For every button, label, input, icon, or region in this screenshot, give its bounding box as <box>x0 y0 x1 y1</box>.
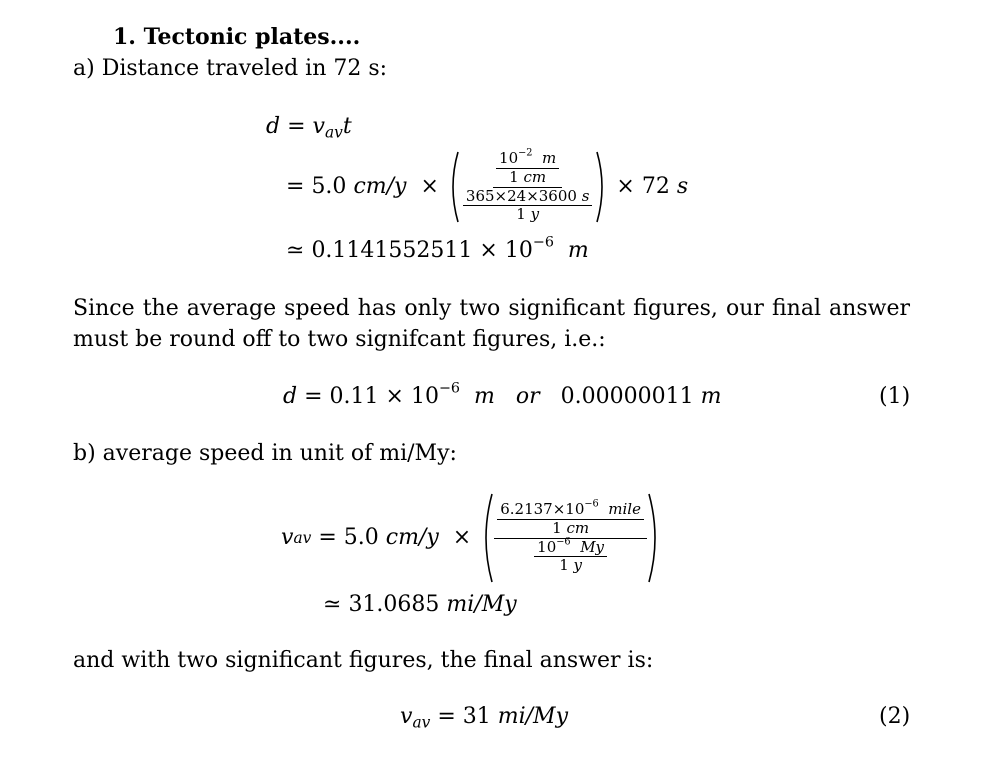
power-base: 10 <box>504 238 533 263</box>
equation-number-1: (1) <box>879 384 911 409</box>
approx-sign: ≃ <box>286 238 305 263</box>
time-value: 72 <box>641 174 670 199</box>
equation-speed-approx: ≃ 31.0685 mi/My <box>323 592 517 617</box>
equals-sign: = <box>287 114 306 139</box>
equation-conversion-a <box>286 147 689 224</box>
equation-conversion-b: v av = 5.0 cm/y × $\frac{\frac{6.2137\times 10^{-6} mile}{1 cm}}{\frac{10^{-6} My}{1 y}}$ <box>281 492 663 584</box>
right-paren <box>595 150 609 224</box>
paragraph-line-2: must be round off to two signifcant figures, i.e.: <box>73 327 606 352</box>
or-word: or <box>515 384 540 409</box>
times-sign: × <box>420 174 439 199</box>
equation-result-2: $v_{av} = 31$ mi/My <box>400 704 569 732</box>
my-per-y-fraction: $\frac{10^{-6} My}{1 y}$ <box>534 540 607 575</box>
conversion-fraction-b <box>494 498 647 575</box>
mile-per-cm-fraction: $\frac{6.2137\times 10^{-6} mile}{1 cm}$ <box>497 502 644 537</box>
distance-unit: m <box>567 238 589 263</box>
power-exponent: −6 <box>532 234 554 251</box>
right-paren <box>647 492 663 584</box>
var-v: v <box>312 114 325 139</box>
equation-d-vav-t <box>266 114 352 142</box>
m-per-cm-fraction: $\frac{10^{-2} m}{1 cm}$ <box>496 151 559 186</box>
speed-unit: cm/y <box>353 174 407 199</box>
speed-value: 5.0 <box>311 174 347 199</box>
equation-number-2: (2) <box>879 704 911 729</box>
var-t: t <box>342 114 352 139</box>
time-unit: s <box>676 174 689 199</box>
paragraph-final: and with two significant figures, the final answer is: <box>73 648 654 673</box>
var-d: d <box>266 114 281 139</box>
section-title: 1. Tectonic plates.... <box>113 24 361 50</box>
left-paren <box>478 492 494 584</box>
part-a-heading: a) Distance traveled in 72 s: <box>73 56 388 81</box>
distance-value: 0.1141552511 <box>311 238 473 263</box>
conversion-fraction-a <box>460 147 596 224</box>
equation-result-1: $d = 0.11 \times 10^{-6}$ m or 0.00000011 m <box>283 380 722 409</box>
left-paren <box>446 150 460 224</box>
equals-sign: = <box>286 174 305 199</box>
paragraph-line-1: Since the average speed has only two significant figures, our final answer <box>73 296 910 321</box>
equation-distance-approx <box>286 234 589 263</box>
part-b-heading: b) average speed in unit of mi/My: <box>73 441 457 466</box>
times-sign: × <box>479 238 498 263</box>
times-sign: × <box>616 174 635 199</box>
subscript-av: av <box>324 123 343 142</box>
seconds-per-year-fraction: $\frac{365\times 24\times 3600 s}{1 y}$ <box>463 189 593 224</box>
